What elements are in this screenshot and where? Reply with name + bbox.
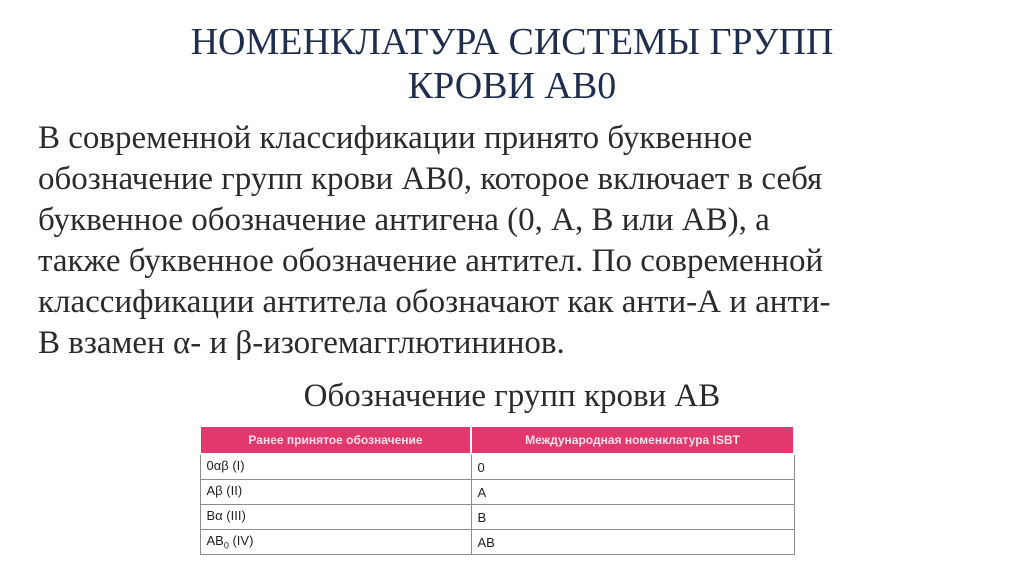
body-line-1: В современной классификации принято буквенное [38, 120, 753, 156]
table-header-row [200, 426, 794, 454]
cell-isbt: A [471, 480, 794, 505]
slide-title-line-1: НОМЕНКЛАТУРА СИСТЕМЫ ГРУПП [190, 21, 834, 63]
table-row [200, 454, 794, 480]
body-line-4: также буквенное обозначение антител. По современной [38, 243, 824, 279]
header-old-designation: Ранее принятое обозначение [200, 426, 471, 454]
cell-isbt: AB [471, 530, 794, 555]
table-row [200, 505, 794, 530]
table-row [200, 480, 794, 505]
body-paragraph [38, 118, 988, 364]
blood-group-table [199, 425, 795, 555]
body-line-6: В взамен α- и β-изогемагглютининов. [38, 325, 565, 361]
cell-old-designation: Bα (III) [200, 505, 471, 530]
table-caption: Обозначение групп крови АВ [303, 378, 721, 414]
nomenclature-table [199, 425, 795, 555]
header-isbt-nomenclature: Международная номенклатура ISBT [471, 426, 794, 454]
cell-isbt: 0 [471, 454, 794, 480]
cell-isbt: B [471, 505, 794, 530]
cell-old-designation: 0αβ (I) [200, 454, 471, 480]
table-row [200, 530, 794, 555]
slide-title [0, 20, 1024, 108]
body-line-5: классификации антитела обозначают как анти-А и анти- [38, 284, 831, 320]
slide-title-line-2: КРОВИ АВ0 [407, 65, 617, 107]
cell-old-designation: Aβ (II) [200, 480, 471, 505]
cell-old-designation: $AB_0$ (IV) [200, 530, 471, 555]
body-line-3: буквенное обозначение антигена (0, А, В или АВ), а [38, 202, 770, 238]
body-line-2: обозначение групп крови АВ0, которое включает в себя [38, 161, 823, 197]
